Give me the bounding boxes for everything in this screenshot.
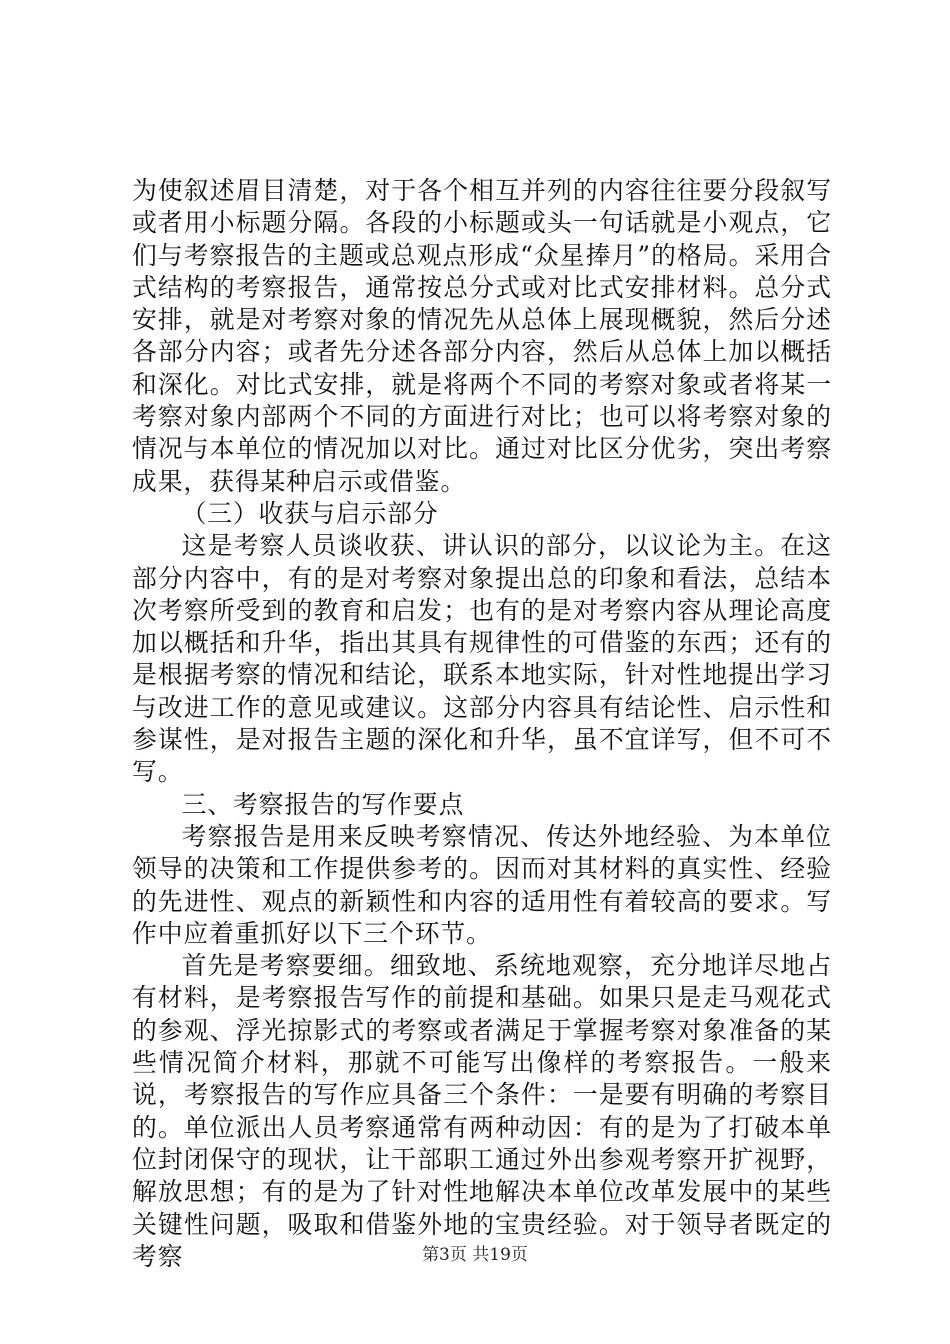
paragraph-report-purpose: 考察报告是用来反映考察情况、传达外地经验、为本单位领导的决策和工作提供参考的。因而对其材料的真实性、经验的先进性、观点的新颖性和内容的适用性有着较高的要求。写作中应着重抓好以下三个环节。 [132,821,832,948]
paragraph-structure-continued: 为使叙述眉目清楚，对于各个相互并列的内容往往要分段叙写或者用小标题分隔。各段的小标题或头一句话就是小观点，它们与考察报告的主题或总观点形成“众星捧月”的格局。采用合式结构的考察报告，通常按总分式或对比式安排材料。总分式安排，就是对考察对象的情况先从总体上展现概貌，然后分述各部分内容；或者先分述各部分内容，然后从总体上加以概括和深化。对比式安排，就是将两个不同的考察对象或者将某一考察对象内部两个不同的方面进行对比；也可以将考察对象的情况与本单位的情况加以对比。通过对比区分优劣，突出考察成果，获得某种启示或借鉴。 [132,176,832,496]
paragraph-harvest-enlightenment: 这是考察人员谈收获、讲认识的部分，以议论为主。在这部分内容中，有的是对考察对象提出总的印象和看法，总结本次考察所受到的教育和启发；也有的是对考察内容从理论高度加以概括和升华，指出其具有规律性的可借鉴的东西；还有的是根据考察的情况和结论，联系本地实际，针对性地提出学习与改进工作的意见或建议。这部分内容具有结论性、启示性和参谋性，是对报告主题的深化和升华，虽不宜详写，但不可不写。 [132,531,832,787]
page-footer: 第3页 共19页 [422,1245,528,1265]
section-heading-writing-points: 三、考察报告的写作要点 [181,789,465,819]
paragraph-observation-detail: 首先是考察要细。细致地、系统地观察，充分地详尽地占有材料，是考察报告写作的前提和基础。如果只是走马观花式的参观、浮光掠影式的考察或者满足于掌握考察对象准备的某些情况简介材料，那就不可能写出像样的考察报告。一般来说，考察报告的写作应具备三个条件：一是要有明确的考察目的。单位派出人员考察通常有两种动因：有的是为了打破本单位封闭保守的现状，让干部职工通过外出参观考察开扩视野，解放思想；有的是为了针对性地解决本单位改革发展中的某些关键性问题，吸取和借鉴外地的宝贵经验。对于领导者既定的考察 [132,951,832,1271]
subheading-harvest-enlightenment: （三）收获与启示部分 [181,498,439,528]
body-text [132,175,832,1273]
